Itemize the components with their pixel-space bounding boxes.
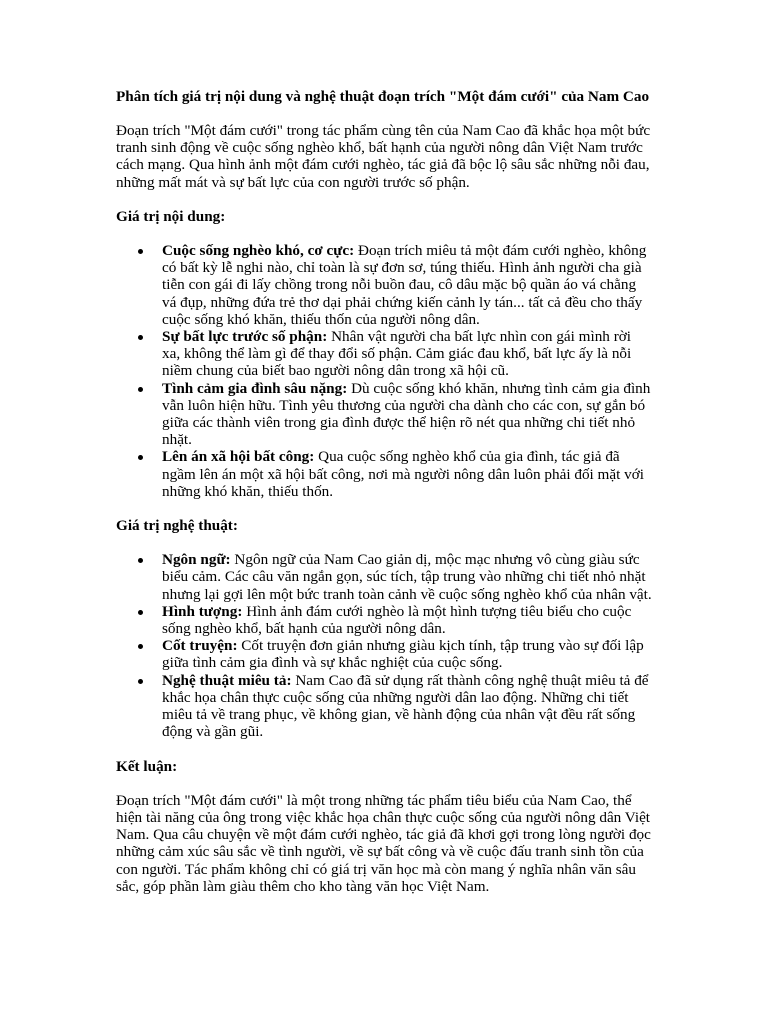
list-item-term: Hình tượng: bbox=[162, 602, 243, 620]
list-item bbox=[162, 328, 652, 380]
list-item-term: Cuộc sống nghèo khó, cơ cực: bbox=[162, 242, 355, 260]
list-item-text: Ngôn ngữ của Nam Cao giản dị, mộc mạc nhưng vô cùng giàu sức biểu cảm. Các câu văn ngắn gọn, súc tích, tập trung vào những chi tiết nhỏ nhặt nhưng lại gợi lên một bức tranh toàn cảnh về cuộc sống nghèo khổ của nhân vật. bbox=[162, 551, 652, 603]
list-item-text: Qua cuộc sống nghèo khổ của gia đình, tác giả đã ngầm lên án một xã hội bất công, nơi mà người nông dân luôn phải đối mặt với những khó khăn, thiếu thốn. bbox=[162, 448, 644, 500]
list-item-text: Hình ảnh đám cưới nghèo là một hình tượng tiêu biểu cho cuộc sống nghèo khổ, bất hạnh của người nông dân. bbox=[162, 602, 632, 638]
list-item bbox=[162, 380, 652, 449]
list-item-term: Lên án xã hội bất công: bbox=[162, 448, 315, 466]
list-item bbox=[162, 242, 652, 328]
content-value-heading: Giá trị nội dung: bbox=[116, 207, 226, 225]
list-item-term: Tình cảm gia đình sâu nặng: bbox=[162, 379, 348, 397]
list-item bbox=[162, 637, 652, 671]
list-item bbox=[162, 672, 652, 741]
conclusion-paragraph: Đoạn trích "Một đám cưới" là một trong những tác phẩm tiêu biểu của Nam Cao, thể hiện tài năng của ông trong việc khắc họa chân thực cuộc sống của người nông dân Việt Nam. Qua câu chuyện về một đám cưới nghèo, tác giả đã khơi gợi trong lòng người đọc những cảm xúc sâu sắc về tình người, về sự bất công và về cuộc đấu tranh sinh tồn của con người. Tác phẩm không chỉ có giá trị văn học mà còn mang ý nghĩa nhân văn sâu sắc, góp phần làm giàu thêm cho kho tàng văn học Việt Nam. bbox=[116, 791, 651, 895]
list-item-text: Nam Cao đã sử dụng rất thành công nghệ thuật miêu tả để khắc họa chân thực cuộc sống của những người dân lao động. Những chi tiết miêu tả về trang phục, về không gian, về hành động của nhân vật đều rất sống động và gần gũi. bbox=[162, 671, 649, 741]
list-item-term: Nghệ thuật miêu tả: bbox=[162, 671, 292, 689]
art-value-heading: Giá trị nghệ thuật: bbox=[116, 517, 238, 535]
list-item-text: Đoạn trích miêu tả một đám cưới nghèo, không có bất kỳ lễ nghi nào, chỉ toàn là sự đơn sơ, túng thiếu. Hình ảnh người cha già tiễn con gái đi lấy chồng trong nỗi buồn đau, cô dâu mặc bộ quần áo vá chằng vá đụp, những đứa trẻ thơ dại phải chứng kiến cảnh ly tán... tất cả đều cho thấy cuộc sống khó khăn, thiếu thốn của người nông dân. bbox=[162, 242, 647, 328]
content-value-list bbox=[116, 242, 652, 500]
conclusion-heading: Kết luận: bbox=[116, 757, 178, 775]
list-item-term: Cốt truyện: bbox=[162, 637, 238, 655]
list-item-text: Cốt truyện đơn giản nhưng giàu kịch tính, tập trung vào sự đối lập giữa tình cảm gia đình và sự khắc nghiệt của cuộc sống. bbox=[162, 637, 644, 672]
list-item-text: Dù cuộc sống khó khăn, nhưng tình cảm gia đình vẫn luôn hiện hữu. Tình yêu thương của người cha dành cho các con, sự gắn bó giữa các thành viên trong gia đình được thể hiện rõ nét qua những chi tiết nhỏ nhặt. bbox=[162, 379, 651, 449]
list-item bbox=[162, 603, 652, 637]
list-item-text: Nhân vật người cha bất lực nhìn con gái mình rời xa, không thể làm gì để thay đổi số phận. Cảm giác đau khổ, bất lực ấy là nỗi niềm chung của biết bao người nông dân trong xã hội cũ. bbox=[162, 328, 632, 380]
document-page bbox=[116, 88, 652, 912]
list-item-term: Ngôn ngữ: bbox=[162, 551, 231, 569]
list-item bbox=[162, 448, 652, 500]
list-item-term: Sự bất lực trước số phận: bbox=[162, 328, 328, 346]
document-title: Phân tích giá trị nội dung và nghệ thuật đoạn trích "Một đám cưới" của Nam Cao bbox=[116, 88, 650, 105]
intro-paragraph: Đoạn trích "Một đám cưới" trong tác phẩm cùng tên của Nam Cao đã khắc họa một bức tranh sinh động về cuộc sống nghèo khổ, bất hạnh của người nông dân Việt Nam trước cách mạng. Qua hình ảnh một đám cưới nghèo, tác giả đã bộc lộ sâu sắc những nỗi đau, những mất mát và sự bất lực của con người trước số phận. bbox=[116, 122, 651, 191]
art-value-list bbox=[116, 551, 652, 740]
list-item bbox=[162, 551, 652, 603]
